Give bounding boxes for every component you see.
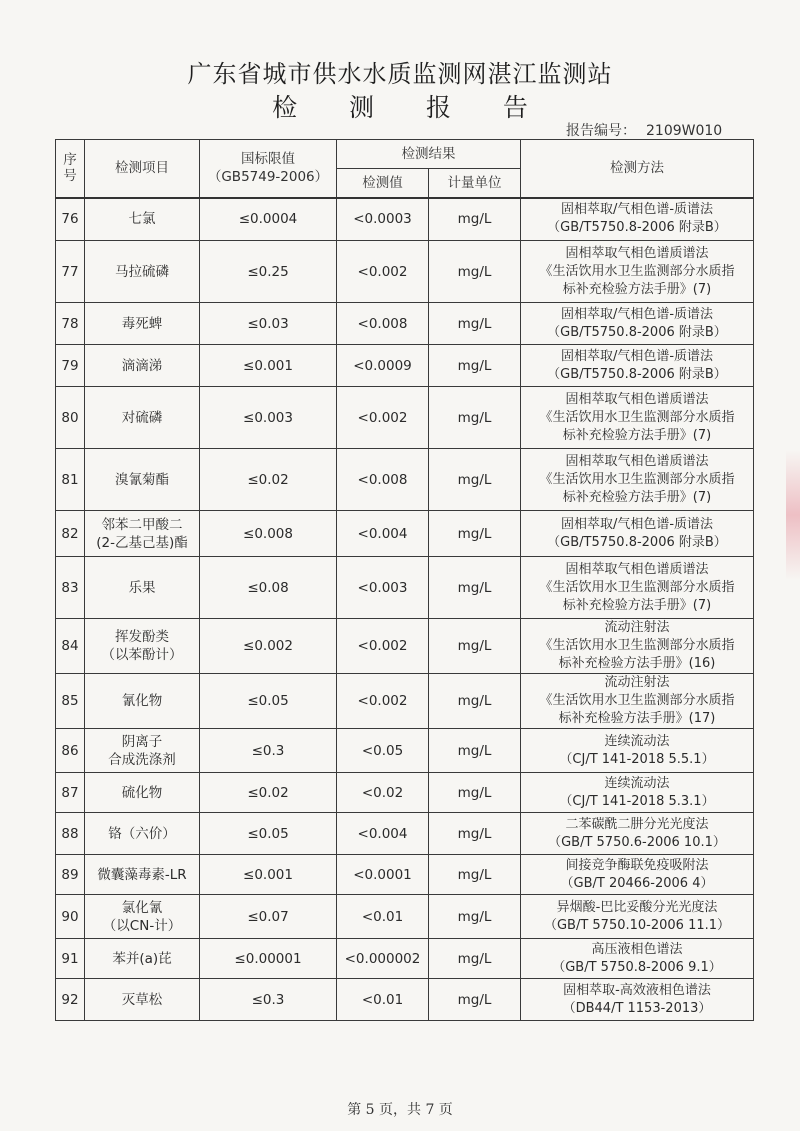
- row-value: <0.0009: [337, 345, 429, 387]
- row-limit: ≤0.25: [200, 241, 337, 303]
- row-method-line: 《生活饮用水卫生监测部分水质指: [539, 471, 735, 487]
- row-item: [85, 813, 200, 855]
- row-method-line: 标补充检验方法手册》(7): [562, 489, 712, 505]
- row-method-line: 《生活饮用水卫生监测部分水质指: [539, 409, 735, 425]
- row-number: 90: [56, 895, 85, 939]
- row-limit: ≤0.0004: [200, 198, 337, 241]
- row-value: <0.0003: [337, 198, 429, 241]
- row-method-line: （DB44/T 1153-2013）: [562, 1000, 712, 1016]
- row-item-line: 七氯: [128, 211, 156, 228]
- row-limit: ≤0.05: [200, 813, 337, 855]
- row-item-line: （以苯酚计）: [101, 647, 183, 663]
- row-limit: ≤0.008: [200, 511, 337, 557]
- row-item-line: 阴离子: [121, 733, 163, 750]
- header-limit-label: 国标限值: [241, 151, 295, 168]
- row-number: 84: [56, 619, 85, 674]
- row-item-line: 滴滴涕: [121, 357, 163, 374]
- results-body: [56, 198, 754, 1021]
- row-method-line: （GB/T 5750.8-2006 9.1）: [552, 959, 722, 975]
- table-row: [56, 387, 754, 449]
- row-limit: ≤0.05: [200, 674, 337, 729]
- row-unit: mg/L: [429, 345, 521, 387]
- row-value: <0.008: [337, 303, 429, 345]
- row-method-line: 流动注射法: [604, 675, 670, 690]
- organization-title: 广东省城市供水水质监测网湛江监测站: [187, 60, 613, 88]
- row-item: [85, 241, 200, 303]
- report-number: [566, 120, 722, 140]
- row-value: <0.008: [337, 449, 429, 511]
- row-method-line: 固相萃取气相色谱质谱法: [565, 453, 709, 469]
- row-number: 80: [56, 387, 85, 449]
- header-limit-standard: （GB5749-2006）: [207, 169, 329, 186]
- row-number: 82: [56, 511, 85, 557]
- row-limit: ≤0.03: [200, 303, 337, 345]
- row-unit: mg/L: [429, 619, 521, 674]
- row-item: [85, 557, 200, 619]
- row-value: <0.002: [337, 387, 429, 449]
- row-unit: mg/L: [429, 449, 521, 511]
- row-value: <0.002: [337, 241, 429, 303]
- row-item: [85, 449, 200, 511]
- table-row: [56, 619, 754, 674]
- row-limit: ≤0.002: [200, 619, 337, 674]
- row-method: [521, 345, 754, 387]
- row-item-line: 毒死蜱: [121, 315, 163, 332]
- row-item: [85, 895, 200, 939]
- row-method: [521, 241, 754, 303]
- row-method-line: （GB/T5750.8-2006 附录B）: [547, 324, 727, 340]
- row-limit: ≤0.3: [200, 729, 337, 773]
- document-title: 检 测 报 告: [272, 93, 550, 122]
- report-number-label: 报告编号：: [566, 123, 636, 139]
- row-method-line: 《生活饮用水卫生监测部分水质指: [539, 263, 735, 279]
- row-limit: ≤0.001: [200, 855, 337, 895]
- header-no: 序号: [56, 140, 85, 198]
- table-row: [56, 855, 754, 895]
- row-unit: mg/L: [429, 895, 521, 939]
- row-method-line: 固相萃取-高效液相色谱法: [563, 982, 711, 998]
- row-value: <0.01: [337, 979, 429, 1021]
- row-number: 86: [56, 729, 85, 773]
- row-item-line: 合成洗涤剂: [108, 751, 176, 768]
- row-item-line: 马拉硫磷: [115, 263, 169, 280]
- row-method: [521, 729, 754, 773]
- row-unit: mg/L: [429, 855, 521, 895]
- row-method: [521, 303, 754, 345]
- row-method-line: 《生活饮用水卫生监测部分水质指: [539, 579, 735, 595]
- row-item: [85, 939, 200, 979]
- table-row: [56, 303, 754, 345]
- row-item-line: 氯化氰: [121, 899, 163, 916]
- row-method: [521, 674, 754, 729]
- row-item: [85, 387, 200, 449]
- row-number: 92: [56, 979, 85, 1021]
- row-unit: mg/L: [429, 387, 521, 449]
- row-method-line: 《生活饮用水卫生监测部分水质指: [539, 638, 735, 653]
- row-value: <0.02: [337, 773, 429, 813]
- row-limit: ≤0.001: [200, 345, 337, 387]
- row-method-line: （GB/T 20466-2006 4）: [560, 875, 714, 891]
- row-item-line: 苯并(a)芘: [112, 950, 172, 967]
- row-method: [521, 387, 754, 449]
- table-row: [56, 979, 754, 1021]
- row-item: [85, 619, 200, 674]
- table-row: [56, 939, 754, 979]
- row-method-line: 标补充检验方法手册》(7): [562, 427, 712, 443]
- row-method: [521, 813, 754, 855]
- table-row: [56, 345, 754, 387]
- row-method-line: 固相萃取气相色谱质谱法: [565, 245, 709, 261]
- row-method-line: 固相萃取/气相色谱-质谱法: [560, 348, 714, 364]
- row-item-line: (2-乙基己基)酯: [96, 534, 188, 551]
- row-unit: mg/L: [429, 557, 521, 619]
- row-method: [521, 619, 754, 674]
- row-method-line: （CJ/T 141-2018 5.3.1）: [559, 793, 715, 809]
- row-unit: mg/L: [429, 979, 521, 1021]
- row-unit: mg/L: [429, 303, 521, 345]
- row-method: [521, 557, 754, 619]
- row-item: [85, 855, 200, 895]
- row-method-line: （GB/T 5750.6-2006 10.1）: [548, 834, 726, 850]
- row-method: [521, 449, 754, 511]
- row-number: 83: [56, 557, 85, 619]
- row-method-line: （GB/T 5750.10-2006 11.1）: [543, 917, 731, 933]
- row-item: [85, 729, 200, 773]
- header-unit: 计量单位: [429, 169, 521, 198]
- row-value: <0.0001: [337, 855, 429, 895]
- row-number: 76: [56, 198, 85, 241]
- row-method-line: 《生活饮用水卫生监测部分水质指: [539, 693, 735, 708]
- row-item-line: 乐果: [128, 579, 156, 596]
- report-number-value: 2109W010: [646, 123, 723, 139]
- row-unit: mg/L: [429, 511, 521, 557]
- row-item-line: 对硫磷: [121, 409, 163, 426]
- header-limit: [200, 140, 337, 198]
- row-number: 78: [56, 303, 85, 345]
- header-method: 检测方法: [521, 140, 754, 198]
- row-number: 81: [56, 449, 85, 511]
- row-method-line: 间接竞争酶联免疫吸附法: [565, 857, 709, 873]
- row-method-line: （CJ/T 141-2018 5.5.1）: [559, 751, 715, 767]
- table-row: [56, 557, 754, 619]
- table-row: [56, 813, 754, 855]
- row-value: <0.004: [337, 813, 429, 855]
- seal-stamp-edge: [786, 450, 800, 580]
- row-item: [85, 511, 200, 557]
- page-indicator: 第 5 页，共 7 页: [347, 1102, 453, 1118]
- row-limit: ≤0.02: [200, 773, 337, 813]
- row-item: [85, 198, 200, 241]
- row-unit: mg/L: [429, 241, 521, 303]
- row-number: 87: [56, 773, 85, 813]
- row-value: <0.002: [337, 674, 429, 729]
- row-number: 89: [56, 855, 85, 895]
- header-item: 检测项目: [85, 140, 200, 198]
- row-item-line: 邻苯二甲酸二: [101, 516, 183, 533]
- row-method: [521, 198, 754, 241]
- row-limit: ≤0.003: [200, 387, 337, 449]
- row-unit: mg/L: [429, 813, 521, 855]
- table-row: [56, 241, 754, 303]
- row-number: 79: [56, 345, 85, 387]
- row-limit: ≤0.00001: [200, 939, 337, 979]
- row-limit: ≤0.3: [200, 979, 337, 1021]
- row-method-line: （GB/T5750.8-2006 附录B）: [547, 534, 727, 550]
- row-item-line: 溴氰菊酯: [115, 471, 169, 488]
- header-result: 检测结果: [337, 140, 521, 169]
- row-item: [85, 345, 200, 387]
- row-unit: mg/L: [429, 198, 521, 241]
- row-item: [85, 303, 200, 345]
- table-row: [56, 511, 754, 557]
- row-unit: mg/L: [429, 674, 521, 729]
- row-method-line: 标补充检验方法手册》(16): [558, 656, 716, 671]
- row-unit: mg/L: [429, 773, 521, 813]
- row-method-line: 固相萃取/气相色谱-质谱法: [560, 306, 714, 322]
- row-method-line: 标补充检验方法手册》(17): [558, 711, 716, 726]
- row-method-line: 标补充检验方法手册》(7): [562, 281, 712, 297]
- table-row: [56, 674, 754, 729]
- row-value: <0.002: [337, 619, 429, 674]
- table-row: [56, 449, 754, 511]
- row-method-line: 固相萃取气相色谱质谱法: [565, 391, 709, 407]
- row-method-line: 固相萃取气相色谱质谱法: [565, 561, 709, 577]
- row-method: [521, 773, 754, 813]
- row-item: [85, 773, 200, 813]
- row-item-line: 铬（六价）: [108, 825, 176, 842]
- row-limit: ≤0.02: [200, 449, 337, 511]
- table-row: [56, 198, 754, 241]
- header-value: 检测值: [337, 169, 429, 198]
- row-item-line: 灭草松: [121, 991, 163, 1008]
- row-method-line: （GB/T5750.8-2006 附录B）: [547, 366, 727, 382]
- row-limit: ≤0.08: [200, 557, 337, 619]
- row-number: 77: [56, 241, 85, 303]
- row-method: [521, 855, 754, 895]
- row-method-line: 流动注射法: [604, 620, 670, 635]
- row-method: [521, 939, 754, 979]
- row-method: [521, 979, 754, 1021]
- row-method: [521, 895, 754, 939]
- row-number: 85: [56, 674, 85, 729]
- row-method-line: 连续流动法: [604, 733, 670, 749]
- row-item-line: 氰化物: [121, 693, 163, 709]
- table-row: [56, 895, 754, 939]
- results-table: [55, 139, 754, 1021]
- row-item: [85, 979, 200, 1021]
- row-value: <0.000002: [337, 939, 429, 979]
- row-number: 91: [56, 939, 85, 979]
- row-method-line: 二苯碳酰二肼分光光度法: [565, 816, 709, 832]
- row-number: 88: [56, 813, 85, 855]
- row-value: <0.003: [337, 557, 429, 619]
- row-value: <0.05: [337, 729, 429, 773]
- row-item-line: 挥发酚类: [115, 629, 169, 645]
- row-limit: ≤0.07: [200, 895, 337, 939]
- row-unit: mg/L: [429, 729, 521, 773]
- row-method-line: （GB/T5750.8-2006 附录B）: [547, 220, 727, 236]
- row-value: <0.01: [337, 895, 429, 939]
- table-row: [56, 729, 754, 773]
- row-method-line: 高压液相色谱法: [591, 941, 683, 957]
- row-method-line: 固相萃取/气相色谱-质谱法: [560, 202, 714, 218]
- row-item-line: 微囊藻毒素-LR: [97, 866, 187, 883]
- row-item-line: （以CN-计）: [102, 917, 182, 934]
- row-item-line: 硫化物: [121, 784, 163, 801]
- row-item: [85, 674, 200, 729]
- row-method: [521, 511, 754, 557]
- row-value: <0.004: [337, 511, 429, 557]
- row-method-line: 异烟酸-巴比妥酸分光光度法: [556, 899, 718, 915]
- row-unit: mg/L: [429, 939, 521, 979]
- row-method-line: 固相萃取/气相色谱-质谱法: [560, 516, 714, 532]
- row-method-line: 连续流动法: [604, 775, 670, 791]
- table-row: [56, 773, 754, 813]
- row-method-line: 标补充检验方法手册》(7): [562, 597, 712, 613]
